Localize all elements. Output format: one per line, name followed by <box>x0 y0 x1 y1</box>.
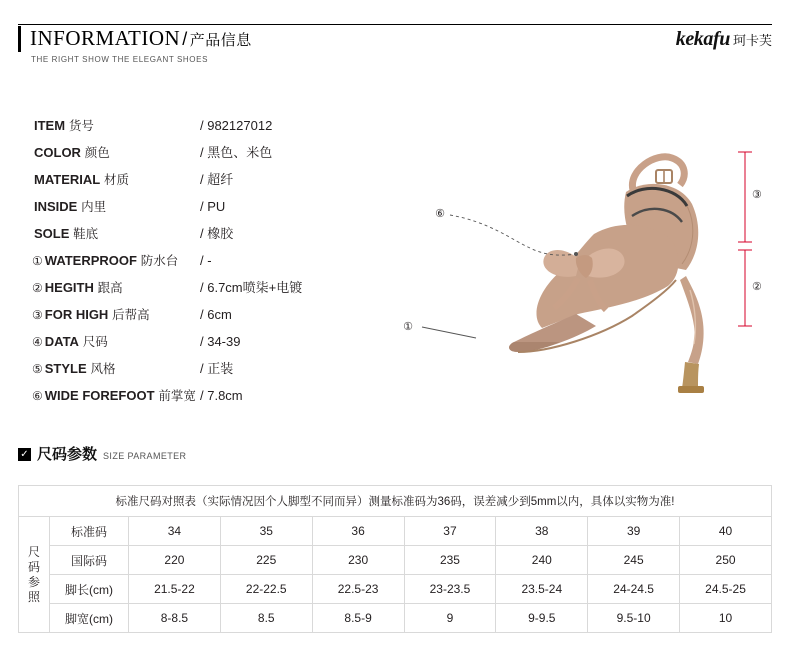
spec-label-en: FOR HIGH <box>44 307 109 322</box>
table-cell: 24.5-25 <box>680 575 772 604</box>
spec-row <box>32 382 372 409</box>
spec-label-en: WIDE FOREFOOT <box>44 388 155 403</box>
spec-row <box>32 166 372 193</box>
table-cell: 36 <box>312 517 404 546</box>
spec-value: / 正装 <box>200 361 234 376</box>
spec-label-en: WATERPROOF <box>44 253 137 268</box>
table-cell: 22-22.5 <box>220 575 312 604</box>
spec-label-cn: 跟高 <box>97 281 123 295</box>
spec-label <box>32 328 200 356</box>
page-subtitle: THE RIGHT SHOW THE ELEGANT SHOES <box>31 55 209 64</box>
table-cell: 34 <box>129 517 221 546</box>
spec-row <box>32 247 372 274</box>
shoe-illustration <box>380 130 780 400</box>
table-cell: 24-24.5 <box>588 575 680 604</box>
table-cell: 240 <box>496 546 588 575</box>
table-cell: 250 <box>680 546 772 575</box>
spec-label-en: SOLE <box>34 226 70 241</box>
size-table-side-label-text: 尺码参照 <box>27 544 40 604</box>
table-cell: 8.5-9 <box>312 604 404 633</box>
spec-number: ③ <box>32 308 43 322</box>
page-title <box>30 26 252 51</box>
spec-label <box>32 247 200 275</box>
row-header: 脚长(cm) <box>50 575 129 604</box>
spec-value: / 橡胶 <box>200 226 234 241</box>
table-cell: 235 <box>404 546 496 575</box>
table-cell: 245 <box>588 546 680 575</box>
spec-label-en: MATERIAL <box>34 172 101 187</box>
spec-number: ⑤ <box>32 362 43 376</box>
size-section-title-cn: 尺码参数 <box>37 446 98 463</box>
spec-row <box>32 112 372 139</box>
table-cell: 10 <box>680 604 772 633</box>
spec-value: / 黑色、米色 <box>200 145 273 160</box>
spec-row <box>32 139 372 166</box>
brand-logo <box>676 28 772 51</box>
page-title-en: INFORMATION <box>30 26 181 50</box>
spec-value: / 超纤 <box>200 172 234 187</box>
table-cell: 37 <box>404 517 496 546</box>
spec-label-en: COLOR <box>34 145 81 160</box>
spec-label-cn: 内里 <box>81 200 107 214</box>
spec-label-en: ITEM <box>34 118 66 133</box>
table-cell: 35 <box>220 517 312 546</box>
spec-number: ① <box>32 254 43 268</box>
table-cell: 39 <box>588 517 680 546</box>
page-title-slash: / <box>182 29 188 49</box>
spec-label <box>32 193 200 221</box>
table-row <box>19 575 772 604</box>
table-cell: 225 <box>220 546 312 575</box>
spec-label <box>32 139 200 167</box>
spec-label <box>32 355 200 383</box>
table-row <box>19 517 772 546</box>
spec-label-cn: 前掌宽 <box>158 389 196 403</box>
spec-value: / 6.7cm喷柒+电镀 <box>200 280 303 295</box>
row-header: 标准码 <box>50 517 129 546</box>
header-divider <box>18 24 772 25</box>
table-cell: 8-8.5 <box>129 604 221 633</box>
spec-value: / 34-39 <box>200 334 241 349</box>
spec-label-en: DATA <box>44 334 79 349</box>
spec-row <box>32 355 372 382</box>
table-cell: 23.5-24 <box>496 575 588 604</box>
product-image-area <box>380 130 780 400</box>
dimension-label-2: ② <box>752 281 762 293</box>
spec-value: / 6cm <box>200 307 232 322</box>
spec-label-cn: 防水台 <box>140 254 179 268</box>
table-cell: 22.5-23 <box>312 575 404 604</box>
table-cell: 9 <box>404 604 496 633</box>
spec-label-en: STYLE <box>44 361 87 376</box>
spec-number: ⑥ <box>32 389 43 403</box>
table-cell: 23-23.5 <box>404 575 496 604</box>
table-cell: 40 <box>680 517 772 546</box>
table-cell: 38 <box>496 517 588 546</box>
spec-label-cn: 风格 <box>90 362 116 376</box>
size-section-title-en: SIZE PARAMETER <box>103 451 187 461</box>
spec-label <box>32 382 200 410</box>
table-cell: 230 <box>312 546 404 575</box>
spec-label-cn: 鞋底 <box>73 227 99 241</box>
checkbox-icon: ✓ <box>18 448 31 461</box>
spec-label <box>32 301 200 329</box>
spec-row <box>32 328 372 355</box>
spec-row <box>32 193 372 220</box>
spec-label <box>32 220 200 248</box>
table-cell: 21.5-22 <box>129 575 221 604</box>
spec-row <box>32 274 372 301</box>
table-cell: 8.5 <box>220 604 312 633</box>
spec-number: ④ <box>32 335 43 349</box>
spec-row <box>32 301 372 328</box>
spec-label-en: HEGITH <box>44 280 94 295</box>
size-section-heading <box>18 443 186 464</box>
size-table-note: 标准尺码对照表（实际情况因个人脚型不同而异）测量标准码为36码，误差减少到5mm以内，具体以实物为准! <box>19 486 772 517</box>
spec-label-cn: 货号 <box>68 119 94 133</box>
spec-value: / PU <box>200 199 226 214</box>
table-row <box>19 604 772 633</box>
callout-1: ① <box>403 321 413 333</box>
row-header: 脚宽(cm) <box>50 604 129 633</box>
spec-value: / - <box>200 253 212 268</box>
row-header: 国际码 <box>50 546 129 575</box>
spec-label-cn: 颜色 <box>84 146 110 160</box>
spec-value: / 982127012 <box>200 118 273 133</box>
header-accent-bar <box>18 26 21 52</box>
spec-label-cn: 材质 <box>103 173 129 187</box>
page-header <box>18 24 772 68</box>
spec-label <box>32 166 200 194</box>
spec-label-en: INSIDE <box>34 199 78 214</box>
size-table-side-label <box>19 517 50 633</box>
spec-label <box>32 274 200 302</box>
product-spec-list <box>32 112 372 409</box>
page-title-cn: 产品信息 <box>189 33 252 49</box>
brand-name-en: kekafu <box>675 28 730 50</box>
spec-label <box>32 112 200 140</box>
table-cell: 9.5-10 <box>588 604 680 633</box>
callout-6: ⑥ <box>435 208 445 220</box>
spec-label-cn: 尺码 <box>82 335 108 349</box>
table-cell: 9-9.5 <box>496 604 588 633</box>
spec-row <box>32 220 372 247</box>
table-row <box>19 486 772 517</box>
spec-label-cn: 后帮高 <box>112 308 150 322</box>
spec-value: / 7.8cm <box>200 388 243 403</box>
spec-number: ② <box>32 281 43 295</box>
size-chart-table <box>18 485 772 633</box>
table-row <box>19 546 772 575</box>
brand-name-cn: 珂卡芙 <box>732 33 772 48</box>
dimension-label-3: ③ <box>752 189 762 201</box>
table-cell: 220 <box>129 546 221 575</box>
